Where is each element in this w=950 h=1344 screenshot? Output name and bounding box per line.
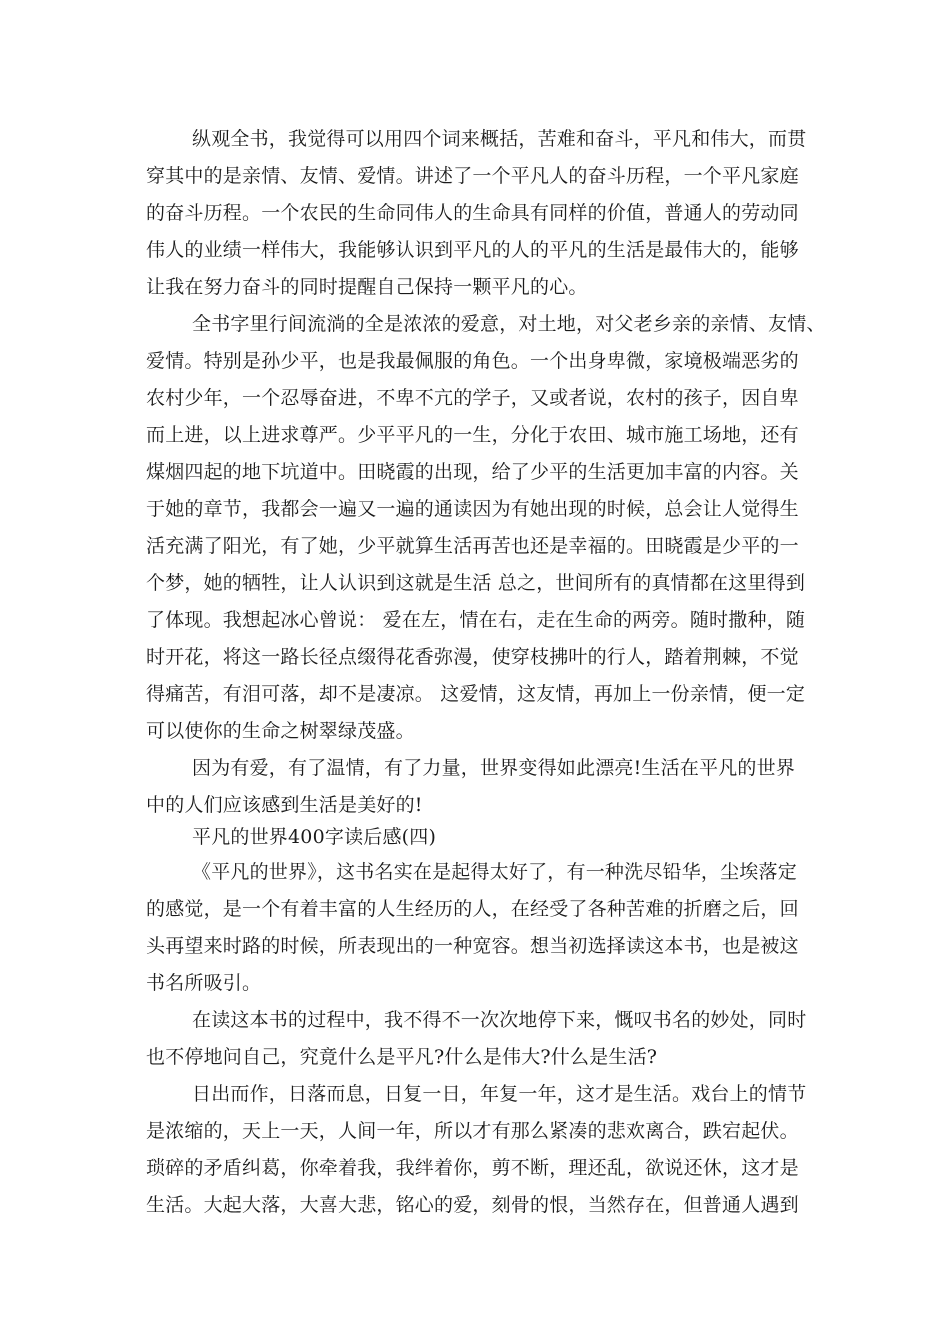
text-line: 全书字里行间流淌的全是浓浓的爱意，对土地，对父老乡亲的亲情、友情、 [192,313,826,335]
text-line: 了体现。我想起冰心曾说： 爱在左，情在右，走在生命的两旁。随时撒种，随 [146,609,806,631]
text-line: 而上进，以上进求尊严。少平平凡的一生，分化于农田、城市施工场地，还有 [146,424,799,446]
text-line: 纵观全书，我觉得可以用四个词来概括，苦难和奋斗，平凡和伟大，而贯 [192,128,807,150]
text-line: 的感觉，是一个有着丰富的人生经历的人，在经受了各种苦难的折磨之后，回 [146,898,799,920]
text-line: 活充满了阳光，有了她，少平就算生活再苦也还是幸福的。田晓霞是少平的一 [146,535,799,557]
text-line: 得痛苦，有泪可落，却不是凄凉。 这爱情，这友情，再加上一份亲情，便一定 [146,683,806,705]
text-line: 的奋斗历程。一个农民的生命同伟人的生命具有同样的价值，普通人的劳动同 [146,202,799,224]
text-line: 农村少年，一个忍辱奋进，不卑不亢的学子，又或者说，农村的孩子，因自卑 [146,387,799,409]
text-line: 中的人们应该感到生活是美好的! [146,794,423,816]
text-line: 个梦，她的牺牲，让人认识到这就是生活 总之，世间所有的真情都在这里得到 [146,572,806,594]
text-line: 穿其中的是亲情、友情、爱情。讲述了一个平凡人的奋斗历程，一个平凡家庭 [146,165,799,187]
text-line: 爱情。特别是孙少平，也是我最佩服的角色。一个出身卑微，家境极端恶劣的 [146,350,799,372]
text-line: 书名所吸引。 [146,972,262,994]
text-line: 因为有爱，有了温情，有了力量，世界变得如此漂亮!生活在平凡的世界 [192,757,796,779]
text-line: 也不停地问自己，究竟什么是平凡?什么是伟大?什么是生活? [146,1046,658,1068]
text-line: 《平凡的世界》，这书名实在是起得太好了，有一种洗尽铅华，尘埃落定 [192,861,797,883]
text-line: 煤烟四起的地下坑道中。田晓霞的出现，给了少平的生活更加丰富的内容。关 [146,461,799,483]
text-line: 日出而作，日落而息，日复一日，年复一年，这才是生活。戏台上的情节 [192,1083,807,1105]
section-heading: 平凡的世界400字读后感(四) [192,826,437,848]
text-line: 在读这本书的过程中，我不得不一次次地停下来，慨叹书名的妙处，同时 [192,1009,807,1031]
text-line: 可以使你的生命之树翠绿茂盛。 [146,720,415,742]
text-line: 生活。大起大落，大喜大悲，铭心的爱，刻骨的恨，当然存在，但普通人遇到 [146,1194,799,1216]
text-line: 琐碎的矛盾纠葛，你牵着我，我绊着你，剪不断，理还乱，欲说还休，这才是 [146,1157,799,1179]
text-line: 是浓缩的，天上一天，人间一年，所以才有那么紧凑的悲欢离合，跌宕起伏。 [146,1120,799,1142]
text-line: 伟人的业绩一样伟大，我能够认识到平凡的人的平凡的生活是最伟大的，能够 [146,239,799,261]
text-line: 头再望来时路的时候，所表现出的一种宽容。想当初选择读这本书，也是被这 [146,935,799,957]
text-line: 于她的章节，我都会一遍又一遍的通读因为有她出现的时候，总会让人觉得生 [146,498,799,520]
text-line: 时开花，将这一路长径点缀得花香弥漫，使穿枝拂叶的行人，踏着荆棘，不觉 [146,646,799,668]
text-line: 让我在努力奋斗的同时提醒自己保持一颗平凡的心。 [146,276,588,298]
